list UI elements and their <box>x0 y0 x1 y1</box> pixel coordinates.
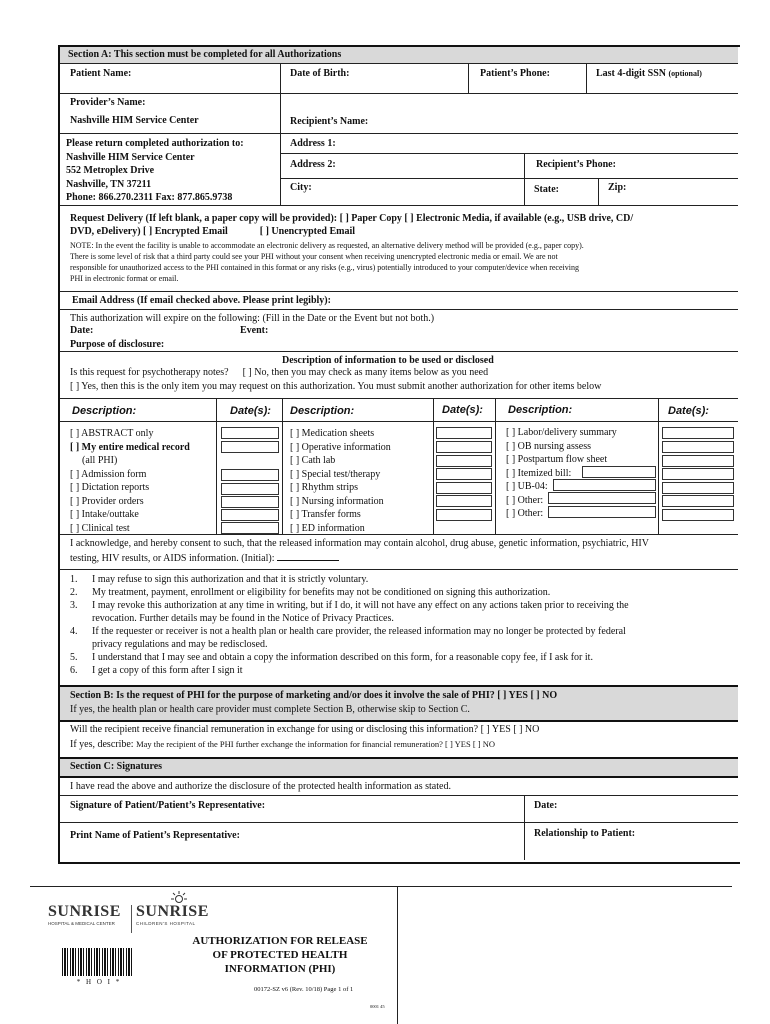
form-code: 00172-SZ v6 (Rev. 10/18) Page 1 of 1 <box>254 986 354 993</box>
recipient-name-label[interactable]: Recipient’s Name: <box>290 116 369 127</box>
psychotherapy-question: Is this request for psychotherapy notes? [ ] No, then you may check as many items below as you need <box>70 367 489 378</box>
return-address-block: Please return completed authorization to: Nashville HIM Service Center 552 Metroplex Drive Nashville, TN 37211 Phone: 866.270.2311 Fax: 877.865.9738 <box>66 138 244 203</box>
section-a-header-bar <box>60 47 738 63</box>
other-2-field[interactable] <box>548 506 656 518</box>
checkbox-ub04[interactable]: [ ] UB-04: <box>506 481 548 492</box>
numbered-statements: 1. I may refuse to sign this authorization and that it is strictly voluntary. 2. My treatment, payment, enrollment or eligibility for benefits may not be conditioned on signing this authorization. 3. I may revoke this authorization at any time in writing, but if I do, it will not have any effect on any actions taken prior to receiving the revocation. Further details may be found in the Notice of Privacy Practices. 4. If the requester or receiver is not a health plan or health care provider, the released information may no longer be protected by federal privacy regulations and may be redisclosed. 5. I understand that I may see and obtain a copy the information described on this form, for a reasonable copy fee, if I ask for it. 6. I get a copy of this form after I sign it <box>70 574 629 676</box>
sunrise-childrens-logo: SUNRISE CHILDREN'S HOSPITAL <box>136 903 226 926</box>
relationship-label[interactable]: Relationship to Patient: <box>534 828 636 839</box>
col1-dates-header: Date(s): <box>230 405 271 417</box>
barcode <box>62 948 134 976</box>
col2-description-header: Description: <box>290 405 355 417</box>
expire-date-label[interactable]: Date: <box>70 325 94 336</box>
delivery-line-2[interactable]: DVD, eDelivery) [ ] Encrypted Email [ ] Unencrypted Email <box>70 226 356 237</box>
address1-label[interactable]: Address 1: <box>290 138 336 149</box>
signature-label[interactable]: Signature of Patient/Patient’s Representative: <box>70 800 266 811</box>
col1-items: [ ] ABSTRACT only [ ] My entire medical record (all PHI) [ ] Admission form [ ] Dictation reports [ ] Provider orders [ ] Intake/outtake [ ] Clinical test <box>70 428 190 534</box>
dob-label[interactable]: Date of Birth: <box>290 68 350 79</box>
checkbox-other-1[interactable]: [ ] Other: <box>506 494 544 506</box>
col3-description-header: Description: <box>508 404 573 416</box>
signature-date-label[interactable]: Date: <box>534 800 558 811</box>
date-field-clinical[interactable] <box>221 522 279 534</box>
psych-no-option[interactable]: [ ] No, then you may check as many items below as you need <box>242 367 489 378</box>
section-b-header[interactable]: Section B: Is the request of PHI for the purpose of marketing and/or does it involve the sale of PHI? [ ] YES [ ] NO <box>70 690 558 701</box>
date-field-special-test[interactable] <box>436 468 492 480</box>
ssn-label[interactable]: Last 4-digit SSN (optional) <box>596 68 702 79</box>
date-field-transfer[interactable] <box>436 509 492 521</box>
itemized-bill-field[interactable] <box>582 466 656 478</box>
city-label[interactable]: City: <box>290 182 312 193</box>
other-1-field[interactable] <box>548 492 656 504</box>
col2-dates-header: Date(s): <box>442 404 483 416</box>
date-field-cath-lab[interactable] <box>436 455 492 467</box>
section-a-header: Section A: This section must be completed for all Authorizations <box>68 49 342 60</box>
section-c-header-bar <box>60 759 738 776</box>
checkbox-special-test[interactable]: [ ] Special test/therapy <box>290 468 381 480</box>
checkbox-nursing-info[interactable]: [ ] Nursing information <box>290 495 384 507</box>
provider-name-value: Nashville HIM Service Center <box>70 115 199 126</box>
state-label[interactable]: State: <box>534 184 559 195</box>
barcode-text: * H O I * <box>76 978 122 986</box>
checkbox-cath-lab[interactable]: [ ] Cath lab <box>290 455 336 466</box>
expire-event-label[interactable]: Event: <box>240 325 269 336</box>
acknowledgement-line-1: I acknowledge, and hereby consent to such, that the released information may contain alcohol, drug abuse, genetic information, psychiatric, HIV <box>70 538 649 549</box>
col1-description-header: Description: <box>72 405 137 417</box>
date-field-ub04[interactable] <box>662 482 734 494</box>
expire-line: This authorization will expire on the following: (Fill in the Date or the Event but not both.) <box>70 313 435 324</box>
date-field-provider-orders[interactable] <box>221 496 279 508</box>
checkbox-clinical-test[interactable]: [ ] Clinical test <box>70 522 130 534</box>
checkbox-operative-info[interactable]: [ ] Operative information <box>290 441 391 453</box>
date-field-admission[interactable] <box>221 469 279 481</box>
col2-items <box>290 427 391 535</box>
checkbox-provider-orders[interactable]: [ ] Provider orders <box>70 495 144 507</box>
description-title: Description of information to be used or disclosed <box>282 355 494 366</box>
section-b-subtext: If yes, the health plan or health care provider must complete Section B, otherwise skip to Section C. <box>70 704 470 715</box>
describe-line[interactable]: If yes, describe: May the recipient of the PHI further exchange the information for financial remuneration? [ ] YES [ ] NO <box>70 739 496 750</box>
date-field-rhythm[interactable] <box>436 482 492 494</box>
checkbox-postpartum[interactable]: [ ] Postpartum flow sheet <box>506 454 608 465</box>
patient-phone-label[interactable]: Patient’s Phone: <box>480 68 550 79</box>
section-c-header: Section C: Signatures <box>70 761 163 772</box>
date-field-itemized[interactable] <box>662 468 734 480</box>
address2-label[interactable]: Address 2: <box>290 159 336 170</box>
email-label[interactable]: Email Address (If email checked above. Please print legibly): <box>72 295 331 306</box>
small-code: 0001 45 <box>370 1004 385 1009</box>
zip-label[interactable]: Zip: <box>608 182 627 193</box>
read-authorize-line: I have read the above and authorize the disclosure of the protected health information as stated. <box>70 781 451 792</box>
checkbox-transfer-forms[interactable]: [ ] Transfer forms <box>290 509 361 520</box>
date-field-labor[interactable] <box>662 427 734 439</box>
checkbox-medication-sheets[interactable]: [ ] Medication sheets <box>290 428 375 439</box>
date-field-abstract[interactable] <box>221 427 279 439</box>
checkbox-admission-form[interactable]: [ ] Admission form <box>70 468 147 480</box>
recipient-phone-label[interactable]: Recipient’s Phone: <box>536 159 616 170</box>
date-field-other-2[interactable] <box>662 509 734 521</box>
checkbox-other-2[interactable]: [ ] Other: <box>506 508 544 519</box>
purpose-label[interactable]: Purpose of disclosure: <box>70 339 165 350</box>
patient-name-label[interactable]: Patient Name: <box>70 68 132 79</box>
col3-dates-header: Date(s): <box>668 405 709 417</box>
acknowledgement-line-2[interactable]: testing, HIV results, or AIDS information. (Initial): <box>70 553 339 564</box>
delivery-note: NOTE: In the event the facility is unable to accommodate an electronic delivery as requested, an alternative delivery method will be provided (e.g., paper copy). There is some level of risk that a third party could see your PHI without your consent when receiving unencrypted electronic media or email. We are not responsible for unauthorized access to the PHI contained in this format or any risks (e.g., virus) potentially introduced to your computer/device when receiving PHI in electronic format or email. <box>70 241 584 283</box>
date-field-nursing[interactable] <box>436 495 492 507</box>
date-field-postpartum[interactable] <box>662 455 734 467</box>
provider-name-label: Provider’s Name: <box>70 97 146 108</box>
checkbox-ob-nursing[interactable]: [ ] OB nursing assess <box>506 440 591 452</box>
checkbox-dictation-reports[interactable]: [ ] Dictation reports <box>70 482 150 493</box>
checkbox-abstract[interactable]: [ ] ABSTRACT only <box>70 428 154 439</box>
checkbox-entire-record[interactable]: [ ] My entire medical record <box>70 441 190 453</box>
print-name-label[interactable]: Print Name of Patient’s Representative: <box>70 830 240 841</box>
psych-yes-option[interactable]: [ ] Yes, then this is the only item you may request on this authorization. You must submit another authorization for other items below <box>70 381 602 392</box>
remuneration-question[interactable]: Will the recipient receive financial remuneration in exchange for using or disclosing this information? [ ] YES [ ] NO <box>70 724 540 735</box>
checkbox-intake-outtake[interactable]: [ ] Intake/outtake <box>70 509 139 520</box>
delivery-line-1[interactable]: Request Delivery (If left blank, a paper copy will be provided): [ ] Paper Copy [ ] Electronic Media, if available (e.g., USB drive, CD/ <box>70 213 634 224</box>
date-field-entire-record[interactable] <box>221 441 279 453</box>
form-title: AUTHORIZATION FOR RELEASE OF PROTECTED HEALTH INFORMATION (PHI) <box>192 935 368 975</box>
ub04-field[interactable] <box>553 479 656 491</box>
date-field-dictation[interactable] <box>221 483 279 495</box>
date-field-ob[interactable] <box>662 441 734 453</box>
sunrise-hospital-logo: SUNRISE HOSPITAL & MEDICAL CENTER <box>48 903 121 926</box>
checkbox-itemized-bill[interactable]: [ ] Itemized bill: <box>506 467 572 479</box>
date-field-medication[interactable] <box>436 427 492 439</box>
date-field-other-1[interactable] <box>662 495 734 507</box>
date-field-operative[interactable] <box>436 441 492 453</box>
date-field-intake[interactable] <box>221 509 279 521</box>
checkbox-rhythm-strips[interactable]: [ ] Rhythm strips <box>290 482 359 493</box>
checkbox-labor-delivery[interactable]: [ ] Labor/delivery summary <box>506 427 617 438</box>
sun-icon <box>170 890 188 904</box>
checkbox-ed-info[interactable]: [ ] ED information <box>290 522 365 534</box>
